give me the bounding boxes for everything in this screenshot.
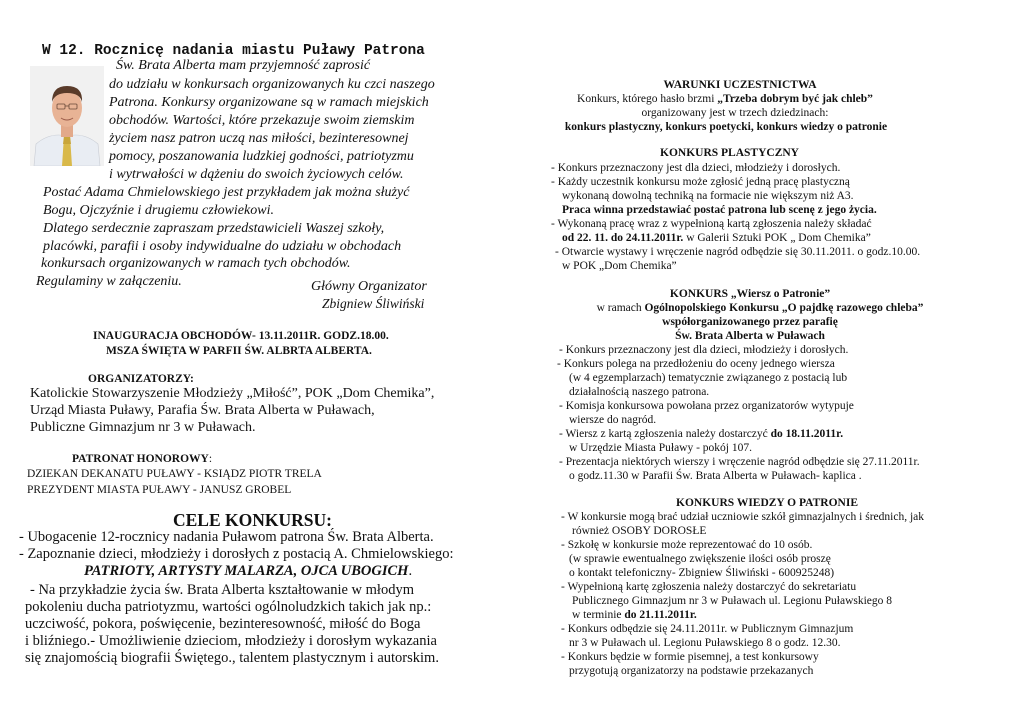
knowledge-rule: (w sprawie ewentualnego zwiększenie ilości osób proszę [569, 553, 831, 565]
intro-line: Patrona. Konkursy organizowane są w ramach miejskich [109, 95, 429, 110]
plastic-rule: wykonaną dowolną techniką na formacie nie większym niż A3. [562, 190, 854, 202]
goal-period: . [408, 563, 413, 579]
goal-line: pokoleniu ducha patriotyzmu, wartości ogólnoludzkich takich jak np.: [25, 599, 432, 615]
poetry-rule: (w 4 egzemplarzach) tematycznie związanego z postacią lub [569, 372, 848, 384]
knowledge-rule: - Konkurs będzie w formie pisemnej, a test konkursowy [561, 651, 819, 663]
goal-line: i bliźniego.- Umożliwienie dzieciom, młodzieży i dorosłym wykazania [25, 633, 437, 649]
poetry-sub-contest: Ogólnopolskiego Konkursu „O pajdkę razowego chleba” [644, 302, 924, 314]
plastic-rule: w POK „Dom Chemika” [562, 260, 677, 272]
knowledge-deadline: do 21.11.2011r. [624, 609, 697, 621]
intro-line: obchodów. Wartości, które przekazuje swoim ziemskim [109, 113, 415, 128]
knowledge-heading: KONKURS WIEDZY O PATRONIE [676, 497, 859, 509]
goal-line: - Zapoznanie dzieci, młodzieży i dorosłych z postacią A. Chmielowskiego: [19, 546, 454, 562]
plastic-rule: - Otwarcie wystawy i wręczenie nagród odbędzie się 30.11.2011. o godz.10.00. [555, 246, 921, 258]
poetry-rule: - Konkurs polega na przedłożeniu do oceny jednego wiersza [557, 358, 835, 370]
conditions-heading: WARUNKI UCZESTNICTWA [663, 79, 817, 91]
poetry-heading: KONKURS „Wiersz o Patronie” [669, 288, 831, 300]
intro-line: do udziału w konkursach organizowanych ku czci naszego [109, 77, 435, 92]
poetry-rule: - Prezentacja niektórych wierszy i wręczenie nagród odbędzie się 27.11.2011r. [559, 456, 920, 468]
knowledge-rule: Publicznego Gimnazjum nr 3 w Puławach ul. Legionu Puławskiego 8 [572, 595, 893, 607]
poetry-rule: o godz.11.30 w Parafii Św. Brata Alberta w Puławach- kaplica . [569, 470, 862, 482]
poetry-deadline-text: - Wiersz z kartą zgłoszenia należy dostarczyć [559, 428, 771, 440]
poetry-rule: - Konkurs przeznaczony jest dla dzieci, młodzieży i dorosłych. [559, 344, 849, 356]
knowledge-rule: nr 3 w Puławach ul. Legionu Puławskiego 8 o godz. 12.30. [569, 637, 841, 649]
goal-line: - Na przykładzie życia św. Brata Alberta kształtowanie w młodym [30, 582, 414, 598]
knowledge-rule: - Konkurs odbędzie się 24.11.2011r. w Publicznym Gimnazjum [561, 623, 854, 635]
portrait-image [30, 66, 104, 166]
organizer-line: Katolickie Stowarzyszenie Młodzieży „Miłość”, POK „Dom Chemika”, [30, 386, 435, 401]
patron-photo [30, 66, 104, 166]
intro-line: i wytrwałości w dążeniu do swoich życiowych celów. [109, 167, 404, 182]
poetry-deadline: do 18.11.2011r. [770, 428, 844, 440]
knowledge-rule: również OSOBY DOROSŁE [572, 525, 707, 537]
knowledge-rule: - Wypełnioną kartę zgłoszenia należy dostarczyć do sekretariatu [561, 581, 857, 593]
organizers-heading: ORGANIZATORZY: [88, 373, 194, 385]
goal-line: się znajomością biografii Świętego., talentem plastycznym i autorskim. [25, 650, 439, 666]
goal-line [84, 563, 412, 580]
intro-line: Św. Brata Alberta mam przyjemność zaprosić [116, 58, 371, 73]
organizer-title: Główny Organizator [311, 279, 427, 294]
knowledge-rule: - Szkołę w konkursie może reprezentować do 10 osób. [561, 539, 813, 551]
plastic-rule: - Konkurs przeznaczony jest dla dzieci, młodzieży i dorosłych. [551, 162, 841, 174]
poetry-rule [559, 428, 843, 440]
patronat-line: DZIEKAN DEKANATU PUŁAWY - KSIĄDZ PIOTR TRELA [27, 468, 322, 480]
intro-line: placówki, parafii i osoby indywidualne do udziału w obchodach [43, 239, 402, 254]
knowledge-rule: przygotują organizatorzy na podstawie przekazanych [569, 665, 814, 677]
patronat-heading-text: PATRONAT HONOROWY [72, 453, 209, 465]
plastic-heading: KONKURS PLASTYCZNY [660, 147, 799, 159]
poetry-subheading: współorganizowanego przez parafię [662, 316, 838, 328]
conditions-motto: „Trzeba dobrym być jak chleb” [717, 93, 873, 105]
conditions-fields: konkurs plastyczny, konkurs poetycki, konkurs wiedzy o patronie [564, 121, 888, 133]
poetry-subheading [560, 302, 960, 314]
poetry-rule: w Urzędzie Miasta Puławy - pokój 107. [569, 442, 753, 454]
plastic-rule [562, 232, 871, 244]
conditions-line [545, 93, 905, 105]
plastic-rule: - Wykonaną pracę wraz z wypełnioną kartą zgłoszenia należy składać [551, 218, 872, 230]
goals-heading: CELE KONKURSU: [173, 510, 332, 530]
intro-line: Bogu, Ojczyźnie i drugiemu człowiekowi. [43, 203, 274, 218]
inauguration-line: MSZA ŚWIĘTA W PARFII ŚW. ALBRTA ALBERTA. [106, 345, 372, 357]
conditions-text: Konkurs, którego hasło brzmi [577, 93, 718, 105]
organizer-signature: Zbigniew Śliwiński [322, 296, 425, 311]
poetry-rule: - Komisja konkursowa powołana przez organizatorów wytypuje [559, 400, 854, 412]
knowledge-deadline-text: w terminie [572, 609, 625, 621]
poetry-sub-text: w ramach [596, 302, 645, 314]
patronat-colon: : [208, 453, 213, 465]
plastic-place: w Galerii Sztuki POK „ Dom Chemika” [683, 232, 871, 244]
knowledge-rule [572, 609, 697, 621]
intro-line: Postać Adama Chmielowskiego jest przykładem jak można służyć [43, 185, 410, 200]
plastic-rule: - Każdy uczestnik konkursu może zgłosić jedną pracę plastyczną [551, 176, 850, 188]
plastic-dates: od 22. 11. do 24.11.2011r. [562, 232, 684, 244]
poetry-rule: działalnością naszego patrona. [569, 386, 710, 398]
intro-line: Dlatego serdecznie zapraszam przedstawicieli Waszej szkoły, [43, 221, 385, 236]
organizer-line: Urząd Miasta Puławy, Parafia Św. Brata Alberta w Puławach, [30, 403, 375, 418]
goal-line: - Ubogacenie 12-rocznicy nadania Puławom patrona Św. Brata Alberta. [19, 529, 434, 545]
intro-line: życiem nasz patron uczą nas miłości, bezinteresownej [109, 131, 409, 146]
page-header: W 12. Rocznicę nadania miastu Puławy Patrona [42, 43, 425, 59]
inauguration-line: INAUGURACJA OBCHODÓW- 13.11.2011R. GODZ.18.00. [93, 330, 389, 342]
organizer-line: Publiczne Gimnazjum nr 3 w Puławach. [30, 420, 256, 435]
patronat-line: PREZYDENT MIASTA PUŁAWY - JANUSZ GROBEL [27, 484, 292, 496]
intro-line: pomocy, poszanowania ludzkiej godności, patriotyzmu [109, 149, 414, 164]
knowledge-rule: o kontakt telefoniczny- Zbigniew Śliwiński - 600925248) [569, 567, 835, 579]
intro-line: Regulaminy w załączeniu. [36, 274, 182, 289]
knowledge-rule: - W konkursie mogą brać udział uczniowie szkół gimnazjalnych i średnich, jak [561, 511, 924, 523]
poetry-rule: wiersze do nagród. [569, 414, 657, 426]
conditions-line: organizowany jest w trzech dziedzinach: [641, 107, 829, 119]
plastic-rule: Praca winna przedstawiać postać patrona lub scenę z jego życia. [562, 204, 877, 216]
goal-line: uczciwość, pokora, poświęcenie, bezinteresowność, miłość do Boga [25, 616, 421, 632]
intro-line: konkursach organizowanych w ramach tych obchodów. [41, 256, 351, 271]
patronat-heading [72, 453, 212, 465]
goal-emphasis: PATRIOTY, ARTYSTY MALARZA, OJCA UBOGICH [84, 563, 409, 579]
poetry-subheading: Św. Brata Alberta w Puławach [675, 330, 825, 342]
